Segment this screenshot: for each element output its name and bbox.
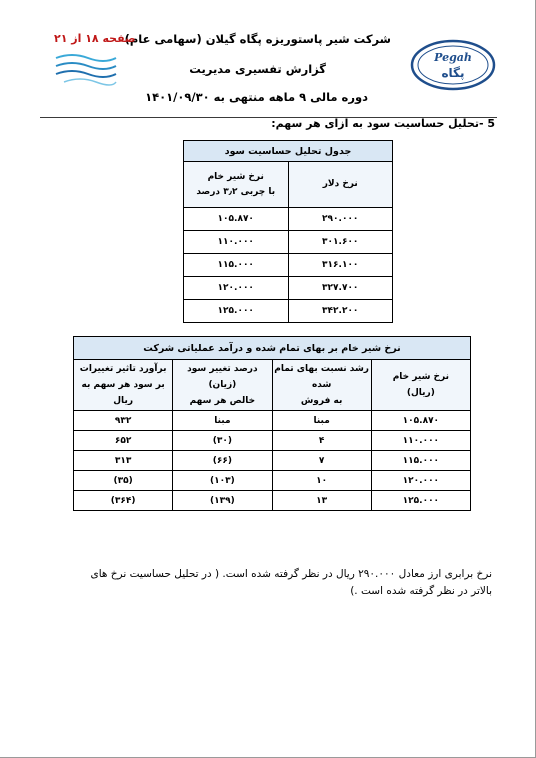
table-cell: ۱۲۵.۰۰۰ [371, 491, 470, 511]
table-cell: ۱۱۰.۰۰۰ [184, 231, 289, 254]
impact-table [73, 336, 471, 511]
table-cell: ۱۲۰.۰۰۰ [371, 471, 470, 491]
company-logo [410, 38, 496, 92]
sensitivity-table [183, 140, 393, 323]
table-cell: ۱۲۰.۰۰۰ [184, 277, 289, 300]
table-cell: ۲۹۰.۰۰۰ [288, 208, 393, 231]
table-row [184, 231, 393, 254]
waves-icon [54, 50, 118, 86]
table-cell: ۴ [272, 431, 371, 451]
table-cell: (۳۰) [173, 431, 272, 451]
table-cell: ۷ [272, 451, 371, 471]
column-header: نرخ شیر خام (ریال) [371, 360, 470, 411]
table-row [74, 411, 471, 431]
table-cell: ۱۲۵.۰۰۰ [184, 300, 289, 323]
table-cell: (۳۶۴) [74, 491, 173, 511]
report-period: دوره مالی ۹ ماهه منتهی به ۱۴۰۱/۰۹/۳۰ [145, 90, 368, 104]
table-cell: (۱۰۳) [173, 471, 272, 491]
table-row [74, 431, 471, 451]
logo-persian-text: پگاه [441, 66, 465, 80]
table-row [184, 208, 393, 231]
table-cell: ۱۰ [272, 471, 371, 491]
table-row [184, 254, 393, 277]
table-cell: ۳۰۱.۶۰۰ [288, 231, 393, 254]
report-title: گزارش تفسیری مدیریت [189, 62, 326, 76]
table-cell: ۳۲۷.۷۰۰ [288, 277, 393, 300]
table-cell: ۱۱۵.۰۰۰ [184, 254, 289, 277]
table-cell: ۱۱۰.۰۰۰ [371, 431, 470, 451]
section-title: 5 -تحلیل حساسیت سود به ازای هر سهم: [271, 117, 495, 130]
report-header [40, 28, 496, 116]
table-cell: مبنا [173, 411, 272, 431]
table-cell: ۱۳ [272, 491, 371, 511]
table-cell: (۳۵) [74, 471, 173, 491]
column-header: برآورد تاثیر تغییرات بر سود هر سهم به ریال [74, 360, 173, 411]
table-cell: ۱۰۵.۸۷۰ [371, 411, 470, 431]
table-caption: نرخ شیر خام بر بهای تمام شده و درآمد عملیاتی شرکت [74, 337, 471, 360]
table-row [74, 471, 471, 491]
page-number: صفحه ۱۸ از ۲۱ [54, 32, 136, 45]
company-name: شرکت شیر پاستوریزه پگاه گیلان (سهامی عام) [124, 32, 391, 46]
footnote: نرخ برابری ارز معادل ۲۹۰.۰۰۰ ریال در نظر گرفته شده است. ( در تحلیل حساسیت نرخ های بالاتر در نظر گرفته شده است .) [90, 568, 492, 597]
table-cell: ۶۵۲ [74, 431, 173, 451]
column-header: درصد تغییر سود (زیان) خالص هر سهم [173, 360, 272, 411]
table-cell: ۱۰۵.۸۷۰ [184, 208, 289, 231]
table-cell: ۳۴۲.۲۰۰ [288, 300, 393, 323]
table-row [74, 491, 471, 511]
table-cell: ۳۱۶.۱۰۰ [288, 254, 393, 277]
logo-latin-text: Pegah [434, 51, 472, 64]
table-row [184, 300, 393, 323]
table-cell: (۶۶) [173, 451, 272, 471]
column-header: نرخ شیر خام با چربی ۳٫۲ درصد [184, 162, 289, 208]
table-cell: ۹۳۲ [74, 411, 173, 431]
column-header: نرخ دلار [288, 162, 393, 208]
table-cell: ۱۱۵.۰۰۰ [371, 451, 470, 471]
table-row [74, 451, 471, 471]
column-header: رشد نسبت بهای تمام شده به فروش [272, 360, 371, 411]
table-cell: (۱۳۹) [173, 491, 272, 511]
table-cell: ۳۱۳ [74, 451, 173, 471]
table-row [184, 277, 393, 300]
table-cell: مبنا [272, 411, 371, 431]
table-caption: جدول تحلیل حساسیت سود [184, 141, 393, 162]
